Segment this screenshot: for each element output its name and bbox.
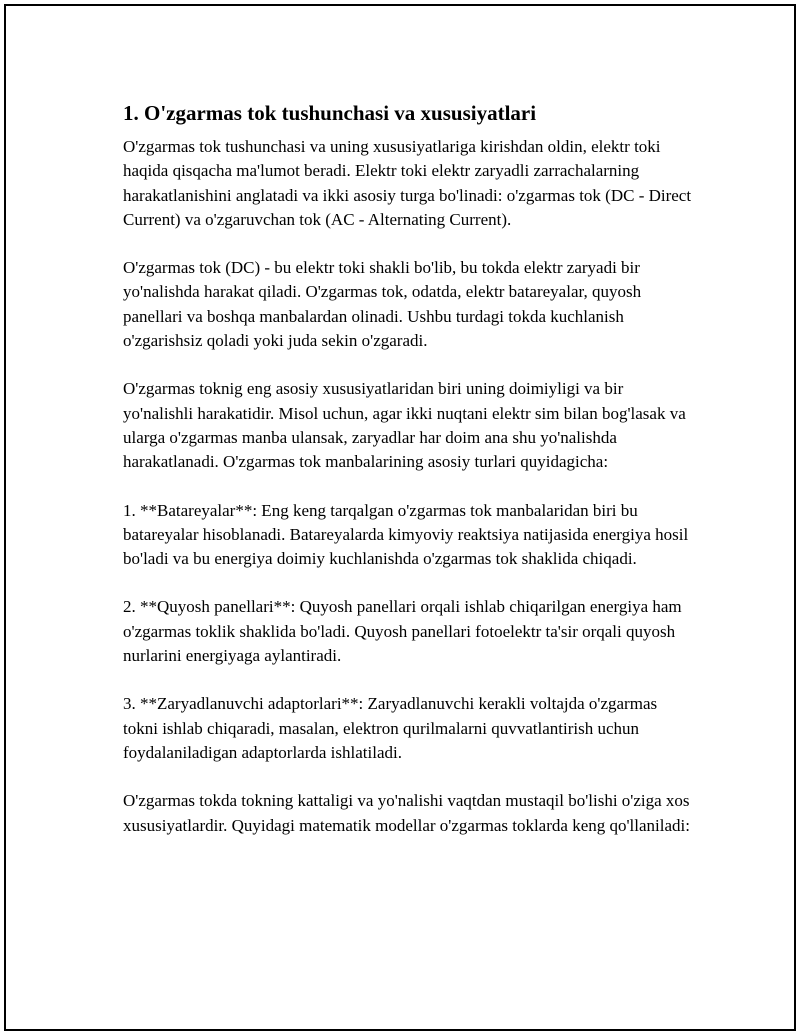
list-item-batteries: 1. **Batareyalar**: Eng keng tarqalgan o'zgarmas tok manbalaridan biri bu batareyalar hisoblanadi. Batareyalarda kimyoviy reaktsiya natijasida energiya hosil bo'ladi va bu energiya doimiy kuchlanishda o'zgarmas tok shaklida chiqadi. xyxy=(123,500,689,569)
document-title: 1. O'zgarmas tok tushunchasi va xususiyatlari xyxy=(123,101,537,125)
paragraph-math-models: O'zgarmas tokda tokning kattaligi va yo'nalishi vaqtdan mustaqil bo'lishi o'ziga xos xususiyatlardir. Quyidagi matematik modellar o'zgarmas toklarda keng qo'llaniladi: xyxy=(123,791,690,835)
document-body xyxy=(123,99,693,862)
list-item-solar-panels: 2. **Quyosh panellari**: Quyosh panellari orqali ishlab chiqarilgan energiya ham o'zgarmas toklik shaklida bo'ladi. Quyosh panellari fotoelektr ta'sir orqali quyosh nurlarini energiyaga aylantiradi. xyxy=(123,597,682,666)
paragraph-intro: O'zgarmas tok tushunchasi va uning xususiyatlariga kirishdan oldin, elektr toki haqida qisqacha ma'lumot beradi. Elektr toki elektr zaryadli zarrachalarning harakatlanishini anglatadi va ikki asosiy turga bo'linadi: o'zgarmas tok (DC - Direct Current) va o'zgaruvchan tok (AC - Alternating Current). xyxy=(123,137,692,229)
list-item-adapters: 3. **Zaryadlanuvchi adaptorlari**: Zaryadlanuvchi kerakli voltajda o'zgarmas tokni ishlab chiqaradi, masalan, elektron qurilmalarni quvvatlantirish uchun foydalaniladigan adaptorlarda ishlatiladi. xyxy=(123,694,658,762)
paragraph-dc-definition: O'zgarmas tok (DC) - bu elektr toki shakli bo'lib, bu tokda elektr zaryadi bir yo'nalishda harakat qiladi. O'zgarmas tok, odatda, elektr batareyalar, quyosh panellari va boshqa manbalardan olinadi. Ushbu turdagi tokda kuchlanish o'zgarishsiz qoladi yoki juda sekin o'zgaradi. xyxy=(123,258,642,351)
paragraph-dc-properties: O'zgarmas toknig eng asosiy xususiyatlaridan biri uning doimiyligi va bir yo'nalishli harakatidir. Misol uchun, agar ikki nuqtani elektr sim bilan bog'lasak va ularga o'zgarmas manba ulansak, zaryadlar har doim ana shu yo'nalishda harakatlanadi. O'zgarmas tok manbalarining asosiy turlari quyidagicha: xyxy=(123,379,686,472)
page-frame xyxy=(4,4,796,1031)
